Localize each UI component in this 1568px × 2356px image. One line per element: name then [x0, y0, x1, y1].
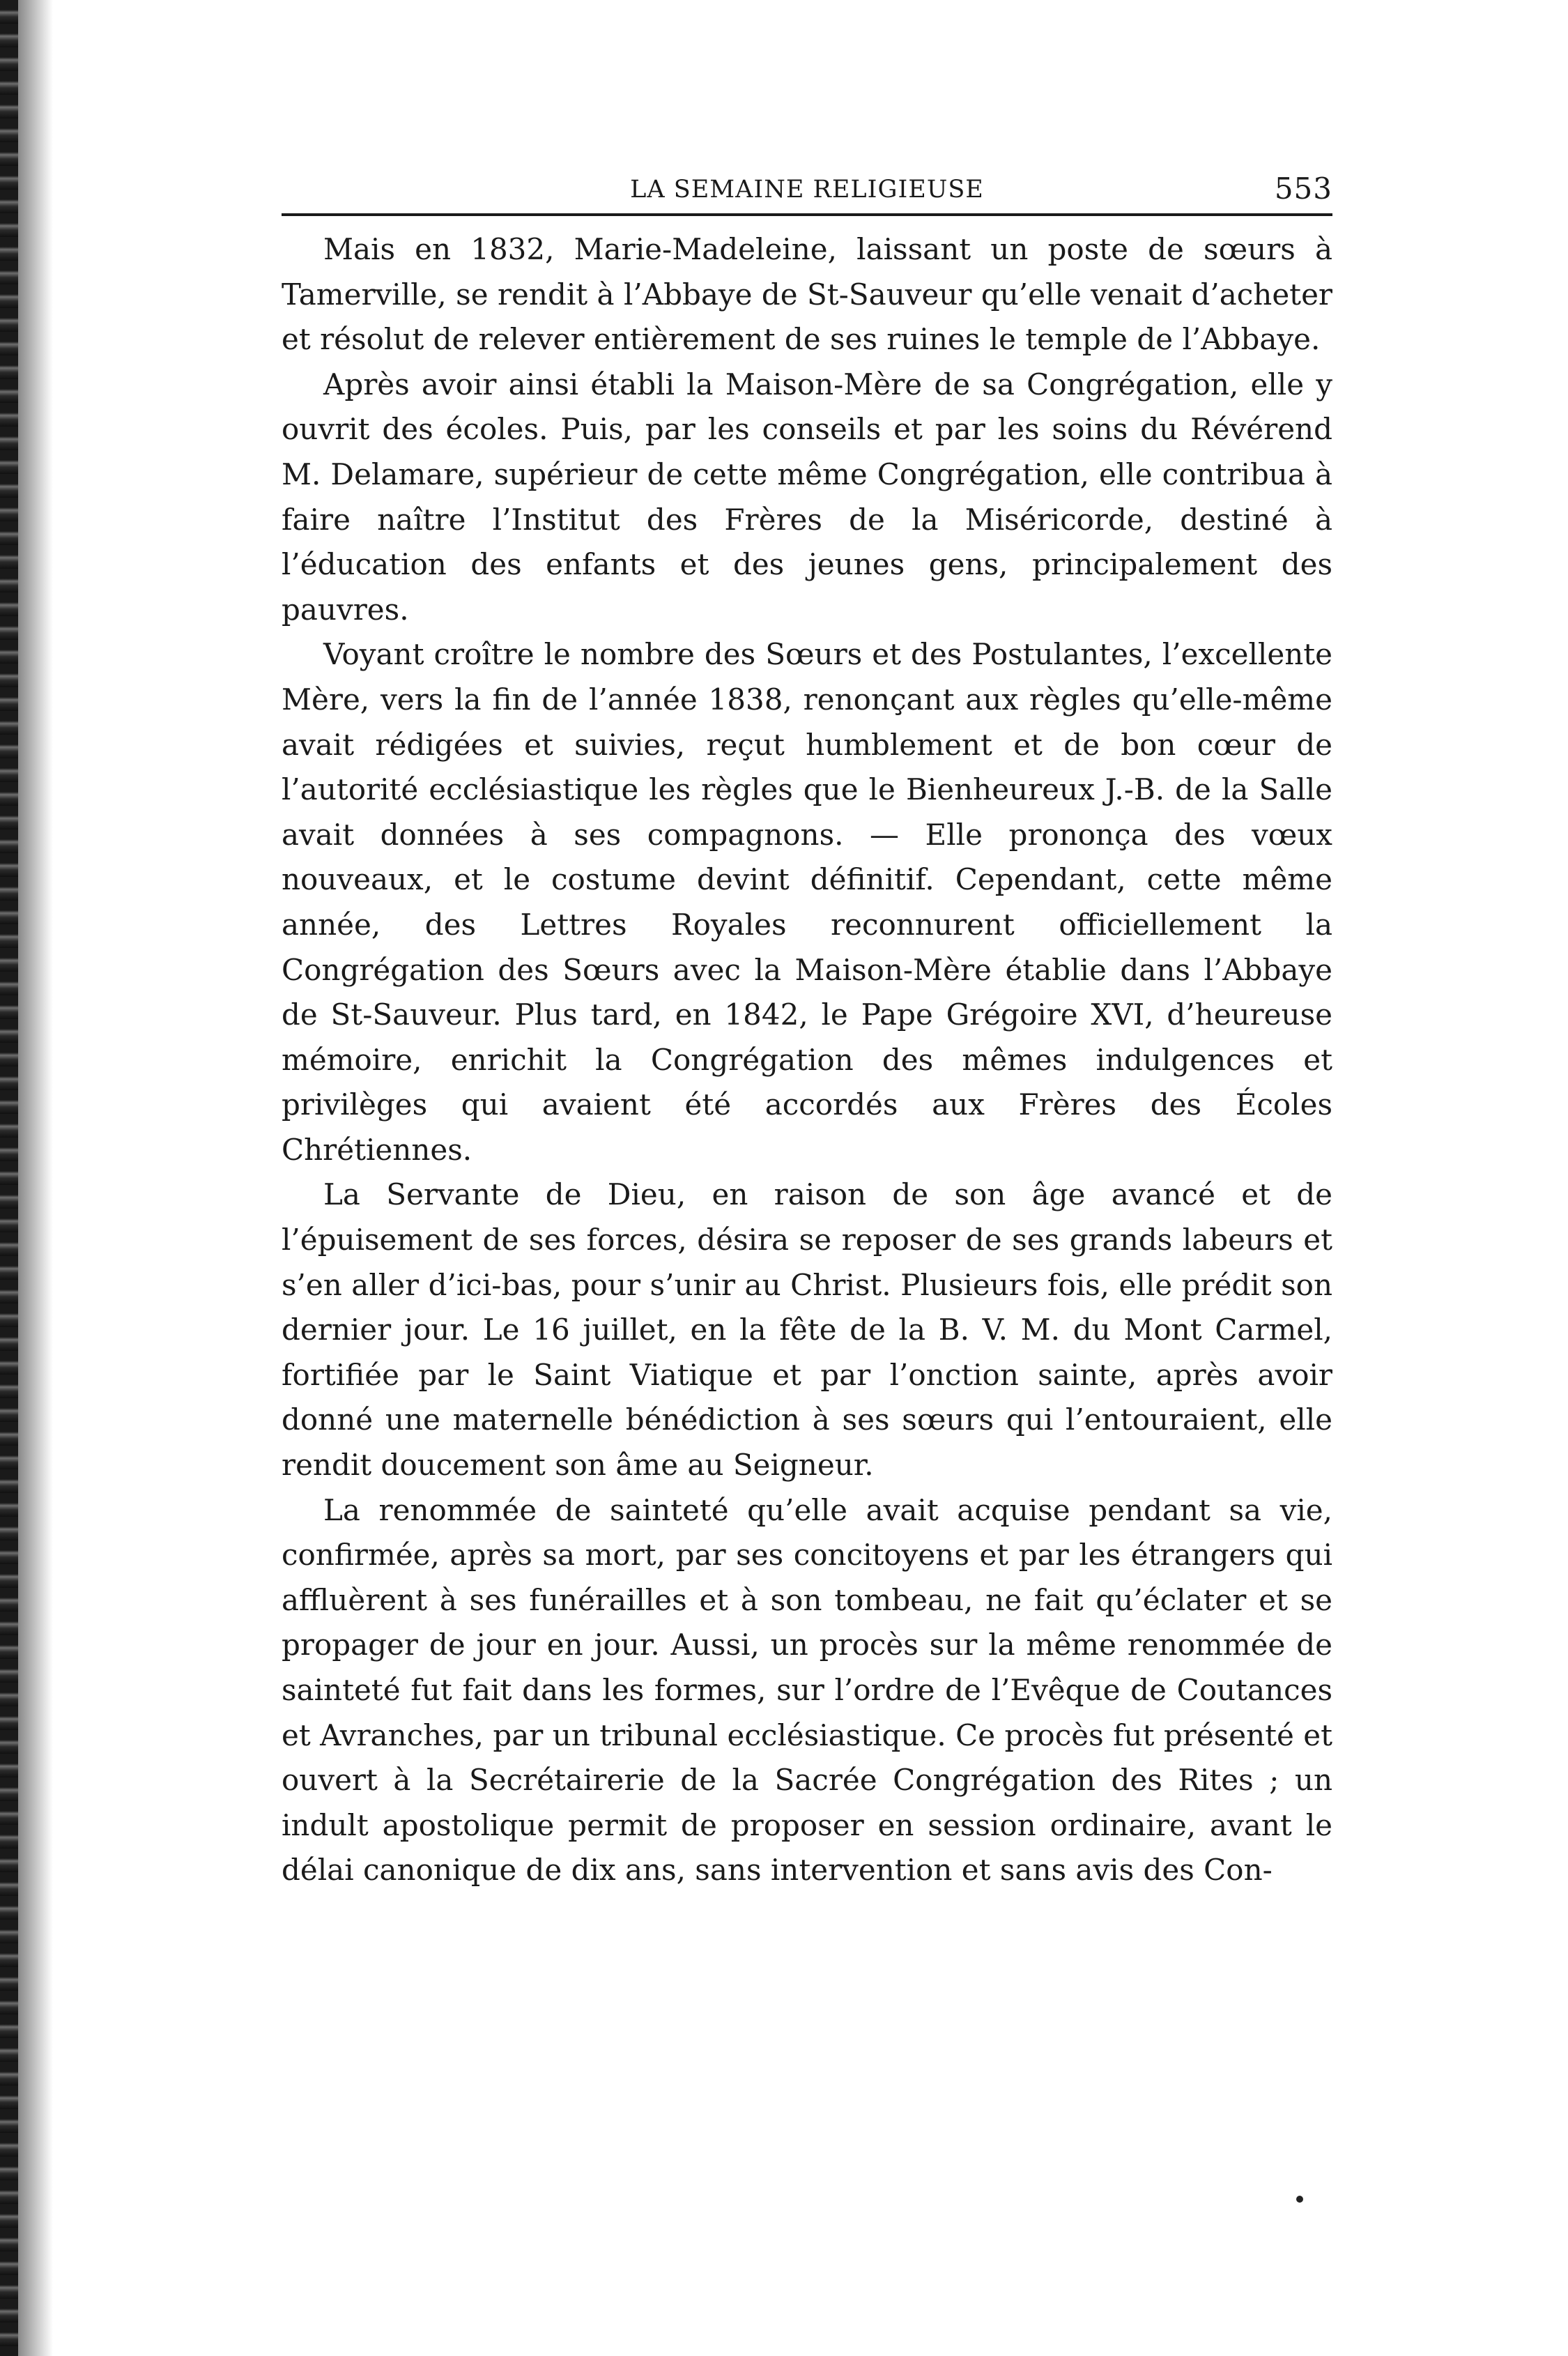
ink-speck — [1296, 2196, 1303, 2203]
book-page — [282, 162, 1332, 1893]
scan-binding-edge — [0, 0, 18, 2356]
body-text — [282, 227, 1332, 1893]
scan-shadow — [18, 0, 53, 2356]
page-number: 553 — [1274, 171, 1332, 206]
page-header — [282, 162, 1332, 211]
paragraph: Mais en 1832, Marie-Madeleine, laissant un poste de sœurs à Tamerville, se rendit à l’Abbaye de St-Sauveur qu’elle venait d’acheter et résolut de relever entièrement de ses ruines le temple de l’Abbaye. — [282, 232, 1332, 357]
paragraph: Voyant croître le nombre des Sœurs et des Postulantes, l’excellente Mère, vers la fin de l’année 1838, renonçant aux règles qu’elle-même avait rédigées et suivies, reçut humblement et de bon cœur de l’autorité ecclésiastique les règles que le Bienheureux J.-B. de la Salle avait données à ses compagnons. — Elle prononça des vœux nouveaux, et le costume devint définitif. Cependant, cette même année, des Lettres Royales reconnurent officiellement la Congrégation des Sœurs avec la Maison-Mère établie dans l’Abbaye de St-Sauveur. Plus tard, en 1842, le Pape Grégoire XVI, d’heureuse mémoire, enrichit la Congrégation des mêmes indulgences et privilèges qui avaient été accordés aux Frères des Écoles Chrétiennes. — [282, 637, 1332, 1167]
paragraph: La Servante de Dieu, en raison de son âge avancé et de l’épuisement de ses forces, désira se reposer de ses grands labeurs et s’en aller d’ici-bas, pour s’unir au Christ. Plusieurs fois, elle prédit son dernier jour. Le 16 juillet, en la fête de la B. V. M. du Mont Carmel, fortifiée par le Saint Viatique et par l’onction sainte, après avoir donné une maternelle bénédiction à ses sœurs qui l’entouraient, elle rendit doucement son âme au Seigneur. — [282, 1177, 1332, 1483]
header-rule — [282, 213, 1332, 216]
running-title: LA SEMAINE RELIGIEUSE — [630, 176, 984, 204]
paragraph: Après avoir ainsi établi la Maison-Mère de sa Congrégation, elle y ouvrit des écoles. Puis, par les conseils et par les soins du Révérend M. Delamare, supérieur de cette même Congrégation, elle contribua à faire naître l’Institut des Frères de la Miséricorde, destiné à l’éducation des enfants et des jeunes gens, principalement des pauvres. — [282, 367, 1332, 627]
paragraph: La renommée de sainteté qu’elle avait acquise pendant sa vie, confirmée, après sa mort, par ses concitoyens et par les étrangers qui affluèrent à ses funérailles et à son tombeau, ne fait qu’éclater et se propager de jour en jour. Aussi, un procès sur la même renommée de sainteté fut fait dans les formes, sur l’ordre de l’Evêque de Coutances et Avranches, par un tribunal ecclésiastique. Ce procès fut présenté et ouvert à la Secrétairerie de la Sacrée Congrégation des Rites ; un indult apostolique permit de proposer en session ordinaire, avant le délai canonique de dix ans, sans intervention et sans avis des Con- — [282, 1492, 1332, 1888]
